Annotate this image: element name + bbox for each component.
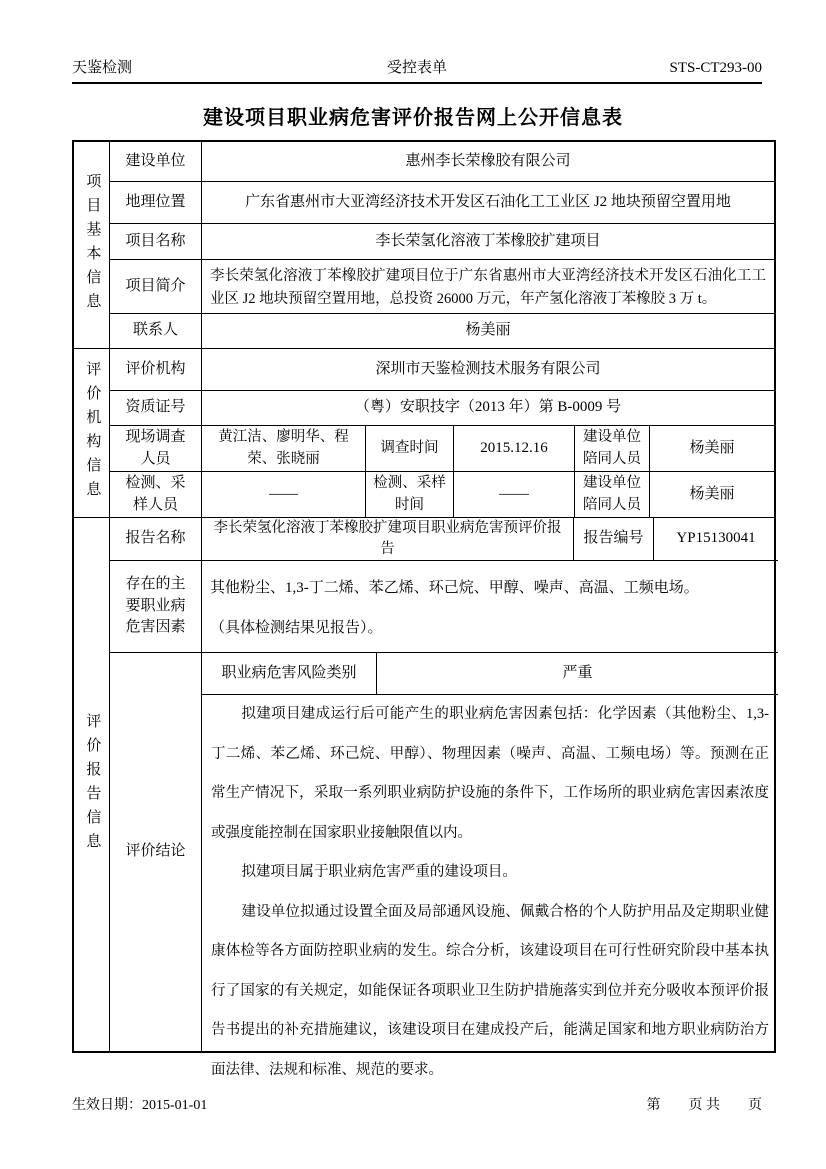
survey-accompany-label: 建设单位陪同人员 (575, 426, 650, 471)
project-name-value: 李长荣氢化溶液丁苯橡胶扩建项目 (375, 232, 601, 249)
conclusion-paragraph-1: 拟建项目建成运行后可能产生的职业病危害因素包括：化学因素（其他粉尘、1,3-丁二烯、苯乙烯、环己烷、甲醇）、物理因素（噪声、高温、工频电场）等。预测在正常生产情况下，采取一系列职业病防护设施的条件下，工作场所的职业病危害因素浓度或强度能控制在国家职业接触限值以内。 (211, 706, 769, 841)
sampling-time-label: 检测、采样时间 (366, 472, 454, 517)
section-report-info (74, 518, 774, 1078)
location-value: 广东省惠州市大亚湾经济技术开发区石油化工工业区 J2 地块预留空置用地 (245, 193, 731, 210)
qualification-label: 资质证号 (110, 391, 202, 425)
sampling-personnel: —— (202, 472, 366, 517)
section-label-agency-info: 评价机构信息 (74, 349, 110, 517)
sampling-accompany-value: 杨美丽 (689, 485, 735, 502)
section-project-basic-info (74, 142, 774, 349)
hazards-label: 存在的主要职业病危害因素 (110, 561, 202, 652)
row-sampling (110, 472, 774, 517)
row-contact (110, 314, 774, 348)
document-header (72, 56, 762, 84)
project-name-label: 项目名称 (110, 224, 202, 259)
section-label-project-basic-info: 项目基本信息 (74, 142, 110, 348)
section-label-report-info: 评价报告信息 (74, 518, 110, 1051)
agency-label: 评价机构 (110, 349, 202, 390)
row-site-survey (110, 426, 774, 472)
agency-value: 深圳市天鉴检测技术服务有限公司 (375, 360, 601, 377)
header-doc-code: STS-CT293-00 (669, 60, 762, 76)
page-number: 第 页 共 页 (646, 1098, 762, 1113)
report-no-label: 报告编号 (574, 518, 654, 560)
hazards-value (202, 561, 778, 652)
qualification-value: （粤）安职技字（2013 年）第 B-0009 号 (354, 399, 622, 416)
conclusion-paragraph-3: 建设单位拟通过设置全面及局部通风设施、佩戴合格的个人防护用品及定期职业健康体检等各方面防控职业病的发生。综合分析，该建设项目在可行性研究阶段中基本执行了国家的有关规定，如能保证各项职业卫生防护措施落实到位并充分吸收本预评价报告书提出的补充措施建议，该建设项目在建成投产后，能满足国家和地方职业病防治方面法律、法规和标准、规范的要求。 (211, 903, 769, 1078)
sampling-time-value: —— (454, 472, 575, 517)
section-agency-info (74, 349, 774, 518)
risk-category-value: 严重 (562, 664, 593, 681)
header-form-type: 受控表单 (386, 60, 447, 76)
sampling-label: 检测、采样人员 (110, 472, 202, 517)
header-company: 天鉴检测 (72, 60, 133, 76)
report-no-value: YP15130041 (676, 530, 756, 547)
location-label: 地理位置 (110, 182, 202, 223)
row-risk-category (202, 653, 778, 695)
project-brief-value: 李长荣氢化溶液丁苯橡胶扩建项目位于广东省惠州市大亚湾经济技术开发区石油化工工业区 J2 地块预留空置用地，总投资 26000 万元，年产氢化溶液丁苯橡胶 3 万 t。 (210, 268, 766, 307)
conclusion-label: 评价结论 (110, 653, 202, 1051)
row-conclusion (110, 653, 778, 1078)
info-table (72, 140, 776, 1078)
contact-value: 杨美丽 (465, 322, 511, 339)
document-footer (72, 1094, 762, 1114)
row-hazards (110, 561, 778, 653)
conclusion-paragraph-2: 拟建项目属于职业病危害严重的建设项目。 (241, 864, 517, 880)
site-survey-label: 现场调查人员 (110, 426, 202, 471)
row-agency (110, 349, 774, 391)
row-location (110, 182, 774, 224)
sampling-accompany-label: 建设单位陪同人员 (575, 472, 650, 517)
row-project-brief (110, 260, 774, 314)
report-name-label: 报告名称 (110, 518, 202, 560)
row-report-name (110, 518, 778, 561)
report-name-value: 李长荣氢化溶液丁苯橡胶扩建项目职业病危害预评价报告 (202, 518, 574, 560)
conclusion-text (202, 695, 778, 1090)
hazards-note: （具体检测结果见报告）。 (210, 620, 383, 636)
row-construction-unit (110, 142, 774, 182)
contact-label: 联系人 (110, 314, 202, 348)
effective-date: 生效日期：2015-01-01 (72, 1098, 208, 1113)
row-project-name (110, 224, 774, 260)
page-title: 建设项目职业病危害评价报告网上公开信息表 (203, 107, 623, 129)
site-survey-personnel: 黄江洁、廖明华、程荣、张晓丽 (202, 426, 366, 471)
hazards-list: 其他粉尘、1,3-丁二烯、苯乙烯、环己烷、甲醇、噪声、高温、工频电场。 (210, 580, 699, 596)
survey-time-value: 2015.12.16 (454, 426, 575, 471)
risk-category-label: 职业病危害风险类别 (202, 653, 377, 694)
survey-time-label: 调查时间 (366, 426, 454, 471)
survey-accompany-value: 杨美丽 (689, 439, 735, 456)
row-qualification (110, 391, 774, 426)
project-brief-label: 项目简介 (110, 260, 202, 313)
construction-unit-label: 建设单位 (110, 142, 202, 181)
construction-unit-value: 惠州李长荣橡胶有限公司 (405, 152, 571, 169)
